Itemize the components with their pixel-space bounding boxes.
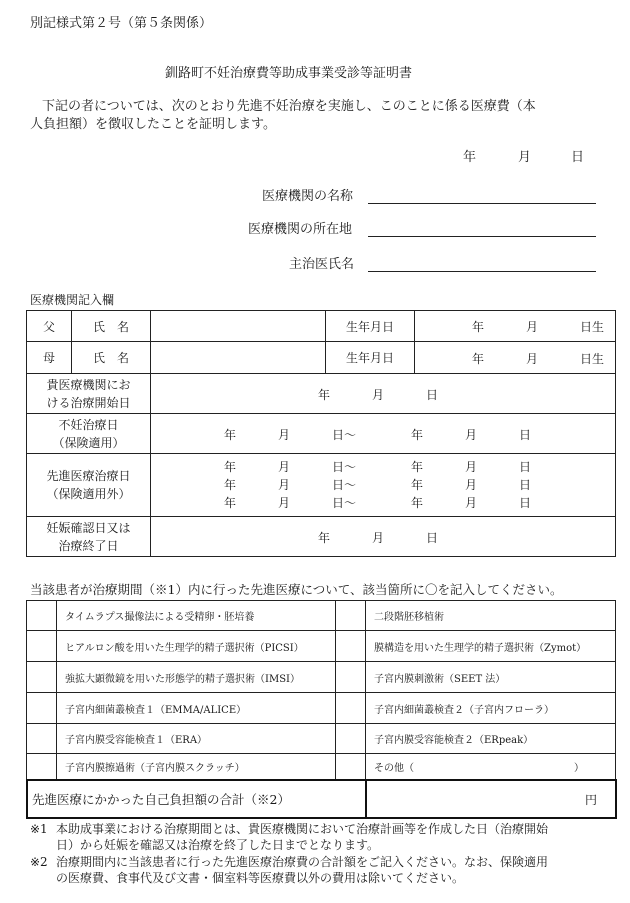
checkbox-cell-left[interactable] (27, 601, 57, 631)
treatment-item-left: 強拡大顕微鏡を用いた形態学的精子選択術（IMSI） (57, 662, 336, 693)
treatment-item-right: 二段階胚移植術 (366, 601, 616, 631)
pregnancy-date-label (27, 517, 151, 557)
treatment-item-right: 子宮内膜受容能検査２（ERpeak） (366, 724, 616, 754)
checkbox-cell-right[interactable] (336, 754, 366, 780)
start-date-row (27, 374, 616, 414)
pregnancy-date-label-2: 治療終了日 (58, 538, 119, 553)
father-birth-field[interactable] (415, 311, 616, 342)
treatment-item-left: 子宮内細菌叢検査１（EMMA/ALICE） (57, 693, 336, 724)
treatment-item-left: 子宮内膜擦過術（子宮内膜スクラッチ） (57, 754, 336, 780)
checkbox-cell-right[interactable] (336, 662, 366, 693)
note1-mark: ※1 (30, 822, 48, 836)
treatment-row (27, 754, 616, 780)
start-date-label-2: ける治療開始日 (46, 395, 131, 410)
pregnancy-date-row (27, 517, 616, 557)
adv1-from-year: 年 (224, 460, 237, 474)
note2-mark: ※2 (30, 855, 48, 869)
checkbox-cell-left[interactable] (27, 754, 57, 780)
father-name-field[interactable] (151, 311, 326, 342)
adv3-to-month: 月 (465, 496, 478, 510)
section2-heading: 当該患者が治療期間（※1）内に行った先進医療について、該当箇所に〇を記入してください。 (30, 582, 563, 597)
father-name-label: 氏 名 (72, 311, 151, 342)
insured-date-label (27, 414, 151, 454)
start-year: 年 (318, 387, 331, 402)
advanced-date-label-2: （保険適用外） (46, 487, 131, 501)
pregnancy-date-label-1: 妊娠確認日又は (46, 520, 131, 535)
father-birth-label: 生年月日 (326, 311, 415, 342)
start-date-label (27, 374, 151, 414)
total-amount-field[interactable] (366, 780, 616, 818)
adv1-from-month: 月 (278, 460, 291, 474)
advanced-date-label (27, 454, 151, 517)
insured-date-label-1: 不妊治療日 (58, 417, 119, 432)
institution-name-field[interactable] (368, 203, 596, 204)
treatment-item-right: 膜構造を用いた生理学的精子選択術（Zymot） (366, 631, 616, 662)
note1-line2: 日）から妊娠を確認又は治療を終了した日までとなります。 (56, 838, 380, 852)
adv2-to-day: 日 (519, 478, 532, 492)
start-day: 日 (426, 387, 439, 402)
treatment-row (27, 601, 616, 631)
advanced-date-label-1: 先進医療治療日 (46, 469, 131, 483)
institution-name-label: 医療機関の名称 (262, 189, 354, 204)
note2-line2: の医療費、食事代及び文書・個室料等医療費以外の費用は除いてください。 (56, 871, 465, 885)
father-birth-month: 月 (526, 320, 539, 334)
father-birth-day: 日生 (580, 320, 605, 334)
checkbox-cell-right[interactable] (336, 724, 366, 754)
father-row (27, 311, 616, 342)
mother-label: 母 (27, 342, 72, 374)
medical-info-table (26, 310, 616, 557)
treatment-row (27, 631, 616, 662)
checkbox-cell-right[interactable] (336, 693, 366, 724)
adv2-from-year: 年 (224, 478, 237, 492)
treatment-row (27, 724, 616, 754)
mother-name-label: 氏 名 (72, 342, 151, 374)
checkbox-cell-left[interactable] (27, 631, 57, 662)
date-year: 年 (463, 150, 477, 165)
adv3-from-year: 年 (224, 496, 237, 510)
treatment-item-left: 子宮内膜受容能検査１（ERA） (57, 724, 336, 754)
mother-birth-label: 生年月日 (326, 342, 415, 374)
pregnancy-day: 日 (426, 530, 439, 545)
pregnancy-year: 年 (318, 530, 331, 545)
mother-birth-year: 年 (472, 351, 485, 366)
insured-from-day: 日～ (332, 427, 357, 442)
insured-from-month: 月 (278, 427, 291, 442)
mother-row (27, 342, 616, 374)
doctor-name-field[interactable] (368, 271, 596, 272)
intro-line-2: 人負担額）を徴収したことを証明します。 (30, 117, 276, 132)
adv2-from-month: 月 (278, 478, 291, 492)
pregnancy-date-field[interactable] (151, 517, 616, 557)
date-month: 月 (518, 150, 532, 165)
insured-to-month: 月 (465, 427, 478, 442)
start-month: 月 (372, 387, 385, 402)
note1-line1: 本助成事業における治療期間とは、貴医療機関において治療計画等を作成した日（治療開始 (56, 822, 549, 836)
adv1-to-month: 月 (465, 460, 478, 474)
adv1-from-day: 日～ (332, 460, 357, 474)
adv3-from-month: 月 (278, 496, 291, 510)
mother-birth-month: 月 (526, 351, 539, 366)
treatment-row (27, 662, 616, 693)
yen-unit: 円 (584, 792, 597, 807)
insured-date-row (27, 414, 616, 454)
note2-line1: 治療期間内に当該患者に行った先進医療治療費の合計額をご記入ください。なお、保険適用 (56, 855, 549, 869)
treatment-item-right: 子宮内細菌叢検査２（子宮内フローラ） (366, 693, 616, 724)
doctor-name-label: 主治医氏名 (289, 257, 355, 272)
insured-date-label-2: （保険適用） (52, 435, 125, 450)
insured-to-day: 日 (519, 427, 532, 442)
adv2-to-month: 月 (465, 478, 478, 492)
treatment-item-right: その他（ ） (366, 754, 616, 780)
start-date-label-1: 貴医療機関にお (46, 377, 131, 392)
insured-to-year: 年 (411, 427, 424, 442)
pregnancy-month: 月 (372, 530, 385, 545)
mother-birth-field[interactable] (415, 342, 616, 374)
insured-date-field[interactable] (151, 414, 616, 454)
page-title: 釧路町不妊治療費等助成事業受診等証明書 (165, 66, 413, 81)
form-number: 別記様式第２号（第５条関係） (30, 16, 213, 31)
institution-address-label: 医療機関の所在地 (248, 222, 353, 237)
adv2-from-day: 日～ (332, 478, 357, 492)
father-birth-year: 年 (472, 320, 485, 334)
advanced-treatment-table (26, 600, 616, 780)
checkbox-cell-left[interactable] (27, 724, 57, 754)
insured-from-year: 年 (224, 427, 237, 442)
father-label: 父 (27, 311, 72, 342)
adv3-from-day: 日～ (332, 496, 357, 510)
section1-heading: 医療機関記入欄 (30, 293, 115, 307)
checkbox-cell-right[interactable] (336, 631, 366, 662)
treatment-row (27, 693, 616, 724)
checkbox-cell-left[interactable] (27, 662, 57, 693)
treatment-item-left: ヒアルロン酸を用いた生理学的精子選択術（PICSI） (57, 631, 336, 662)
checkbox-cell-left[interactable] (27, 693, 57, 724)
date-day: 日 (571, 150, 585, 165)
adv1-to-day: 日 (519, 460, 532, 474)
mother-birth-day: 日生 (580, 351, 605, 366)
intro-line-1: 下記の者については、次のとおり先進不妊治療を実施し、このことに係る医療費（本 (42, 99, 536, 114)
advanced-date-row (27, 454, 616, 517)
treatment-item-right: 子宮内膜刺激術（SEET 法） (366, 662, 616, 693)
total-label: 先進医療にかかった自己負担額の合計（※2） (27, 780, 366, 818)
adv1-to-year: 年 (411, 460, 424, 474)
adv2-to-year: 年 (411, 478, 424, 492)
adv3-to-year: 年 (411, 496, 424, 510)
checkbox-cell-right[interactable] (336, 601, 366, 631)
treatment-item-left: タイムラプス撮像法による受精卵・胚培養 (57, 601, 336, 631)
institution-address-field[interactable] (368, 236, 596, 237)
advanced-date-field[interactable] (151, 454, 616, 517)
adv3-to-day: 日 (519, 496, 532, 510)
mother-name-field[interactable] (151, 342, 326, 374)
start-date-field[interactable] (151, 374, 616, 414)
total-table (26, 779, 617, 819)
